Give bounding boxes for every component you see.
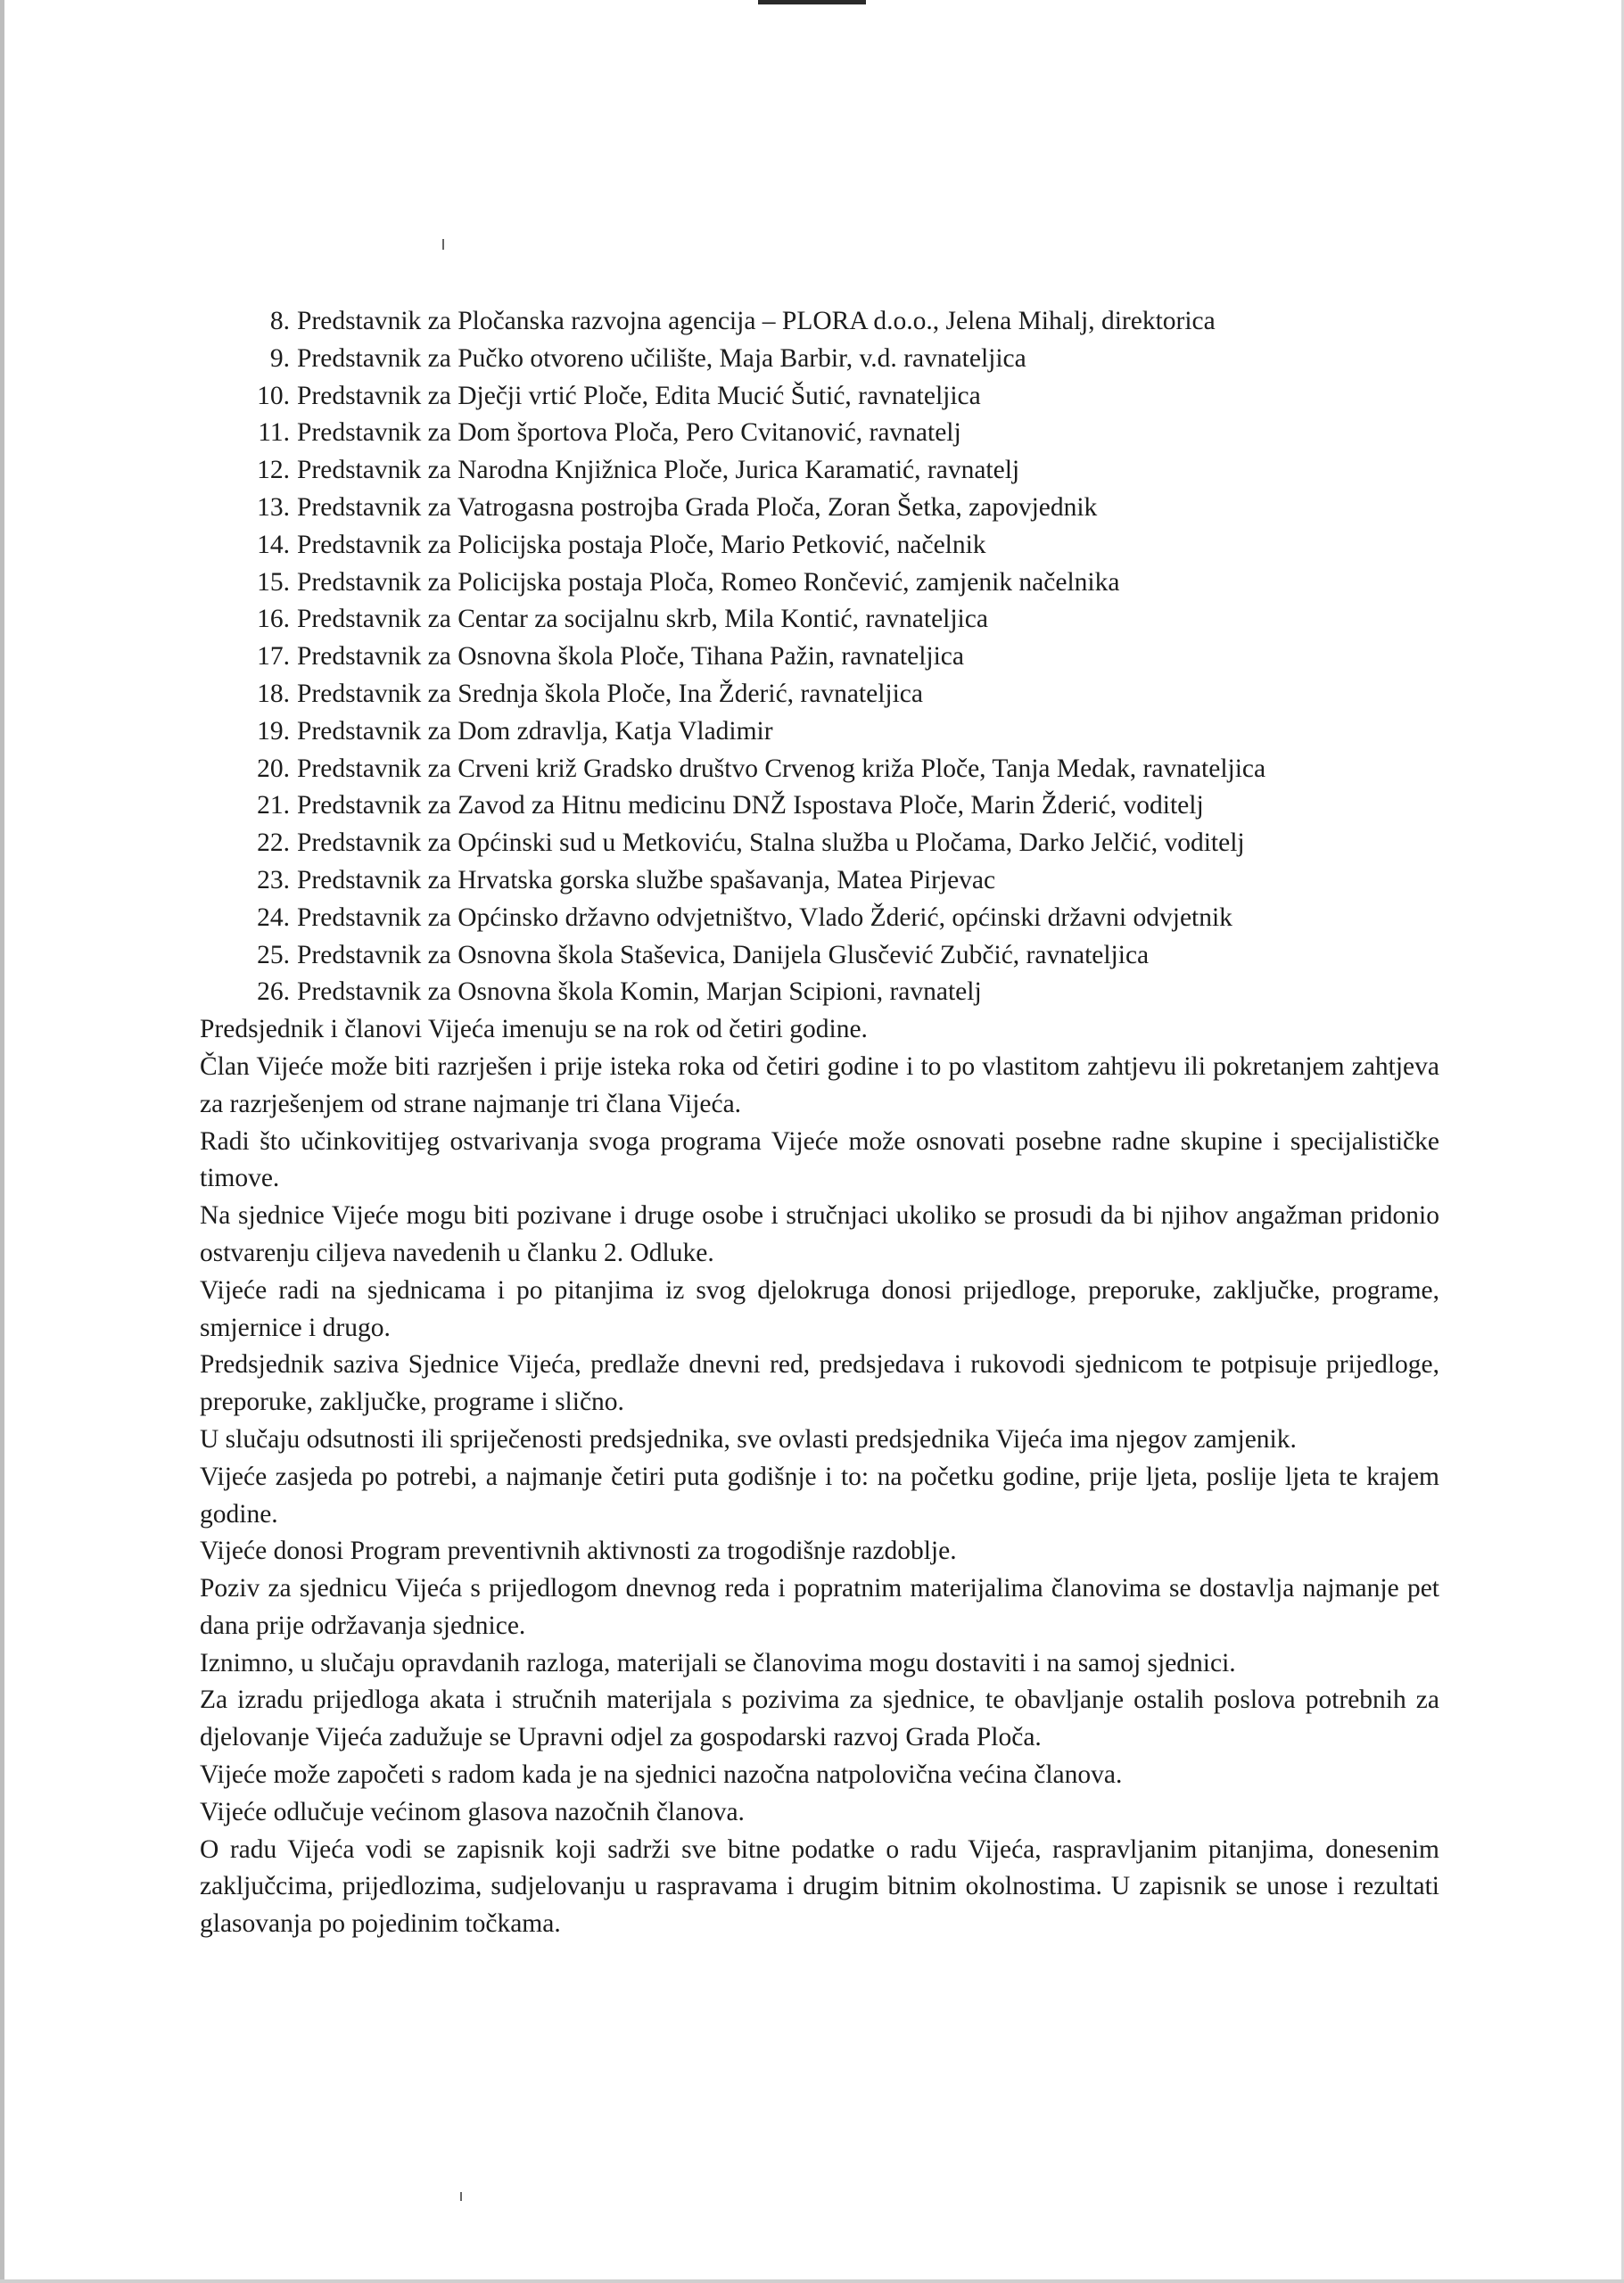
member-text: Predstavnik za Pučko otvoreno učilište, Maja Barbir, v.d. ravnateljica: [297, 343, 1026, 373]
member-item: [243, 341, 1397, 378]
paragraph: Iznimno, u slučaju opravdanih razloga, materijali se članovima mogu dostaviti i na samoj sjednici.: [200, 1648, 1236, 1677]
member-number: 20.: [257, 754, 290, 783]
member-text: Predstavnik za Vatrogasna postrojba Grada Ploča, Zoran Šetka, zapovjednik: [297, 492, 1098, 522]
paragraph: Vijeće donosi Program preventivnih aktivnosti za trogodišnje razdoblje.: [200, 1537, 957, 1566]
member-number: 24.: [257, 902, 290, 932]
member-text: Predstavnik za Narodna Knjižnica Ploče, Jurica Karamatić, ravnatelj: [297, 456, 1020, 485]
member-item: [243, 676, 1397, 713]
member-item: [243, 900, 1397, 937]
paragraph: Vijeće odlučuje većinom glasova nazočnih članova.: [200, 1797, 745, 1826]
scan-edge-mark: [758, 0, 866, 4]
member-item: [243, 751, 1397, 788]
member-number: 14.: [257, 530, 290, 559]
paragraph: Član Vijeće može biti razrješen i prije isteka roka od četiri godine i to po vlastitom zahtjevu ili pokretanjem zahtjeva za razrješenjem od strane najmanje tri člana Vijeća.: [200, 1051, 1439, 1118]
council-rules-paragraphs: [200, 1011, 1439, 1943]
member-text: Predstavnik za Osnovna škola Komin, Marjan Scipioni, ravnatelj: [297, 977, 982, 1007]
member-text: Predstavnik za Dom športova Ploča, Pero Cvitanović, ravnatelj: [297, 418, 961, 448]
member-item: [243, 527, 1397, 565]
member-number: 12.: [257, 456, 290, 485]
member-item: [243, 862, 1397, 900]
member-text: Predstavnik za Crveni križ Gradsko društvo Crvenog križa Ploče, Tanja Medak, ravnateljica: [297, 754, 1266, 783]
member-number: 15.: [257, 567, 290, 597]
paragraph: Poziv za sjednicu Vijeća s prijedlogom dnevnog reda i popratnim materijalima članovima se dostavlja najmanje pet dana prije održavanja sjednice.: [200, 1574, 1439, 1640]
council-members-list: [243, 303, 1397, 1011]
member-text: Predstavnik za Policijska postaja Ploča, Romeo Rončević, zamjenik načelnika: [297, 567, 1120, 597]
member-number: 8.: [269, 307, 290, 335]
member-text: Predstavnik za Zavod za Hitnu medicinu DNŽ Ispostava Ploče, Marin Žderić, voditelj: [297, 791, 1204, 820]
paragraph: U slučaju odsutnosti ili spriječenosti predsjednika, sve ovlasti predsjednika Vijeća ima njegov zamjenik.: [200, 1424, 1297, 1454]
paragraph: Vijeće zasjeda po potrebi, a najmanje četiri puta godišnje i to: na početku godine, prije ljeta, poslije ljeta te krajem godine.: [200, 1462, 1439, 1529]
member-item: [243, 378, 1397, 416]
paragraph: Predsjednik i članovi Vijeća imenuju se na rok od četiri godine.: [200, 1015, 868, 1044]
member-number: 25.: [257, 940, 290, 969]
scan-speck: [442, 239, 444, 250]
member-text: Predstavnik za Općinsko državno odvjetništvo, Vlado Žderić, općinski državni odvjetnik: [297, 902, 1232, 932]
member-item: [243, 415, 1397, 452]
member-number: 19.: [257, 716, 290, 746]
member-text: Predstavnik za Dom zdravlja, Katja Vladimir: [297, 716, 773, 746]
member-item: [243, 601, 1397, 639]
member-text: Predstavnik za Policijska postaja Ploče, Mario Petković, načelnik: [297, 530, 986, 559]
scan-speck: [460, 2192, 462, 2201]
paragraph: Vijeće radi na sjednicama i po pitanjima iz svog djelokruga donosi prijedloge, preporuke, zaključke, programe, smjernice i drugo.: [200, 1275, 1439, 1342]
scan-bottom-edge: [0, 2279, 1624, 2283]
member-item: [243, 565, 1397, 602]
member-item: [243, 639, 1397, 676]
paragraph: O radu Vijeća vodi se zapisnik koji sadrži sve bitne podatke o radu Vijeća, raspravljanim pitanjima, donesenim zaključcima, prijedlozima, sudjelovanju u raspravama i drugim bitnim okolnostima. U zapisnik se unose i rezultati glasovanja po pojedinim točkama.: [200, 1834, 1439, 1939]
member-number: 13.: [257, 492, 290, 522]
paragraph: Za izradu prijedloga akata i stručnih materijala s pozivima za sjednice, te obavljanje ostalih poslova potrebnih za djelovanje Vijeća zadužuje se Upravni odjel za gospodarski razvoj Grada Ploča.: [200, 1685, 1439, 1752]
member-number: 16.: [257, 605, 290, 634]
member-text: Predstavnik za Osnovna škola Staševica, Danijela Glusčević Zubčić, ravnateljica: [297, 940, 1150, 969]
member-text: Predstavnik za Osnovna škola Ploče, Tihana Pažin, ravnateljica: [297, 642, 964, 672]
member-number: 9.: [269, 343, 290, 373]
member-number: 18.: [257, 679, 290, 708]
paragraph: Radi što učinkovitijeg ostvarivanja svoga programa Vijeće može osnovati posebne radne skupine i specijalističke timove.: [200, 1126, 1439, 1193]
member-item: [243, 787, 1397, 825]
paragraph: Na sjednice Vijeće mogu biti pozivane i druge osobe i stručnjaci ukoliko se prosudi da bi njihov angažman pridonio ostvarenju ciljeva navedenih u članku 2. Odluke.: [200, 1201, 1439, 1267]
member-text: Predstavnik za Srednja škola Ploče, Ina Žderić, ravnateljica: [297, 679, 923, 708]
member-text: Predstavnik za Hrvatska gorska službe spašavanja, Matea Pirjevac: [297, 865, 996, 894]
member-number: 10.: [257, 381, 290, 410]
member-item: [243, 825, 1397, 862]
member-text: Predstavnik za Centar za socijalnu skrb, Mila Kontić, ravnateljica: [297, 605, 988, 634]
member-item: [243, 452, 1397, 490]
paragraph: Predsjednik saziva Sjednice Vijeća, predlaže dnevni red, predsjedava i rukovodi sjednicom te potpisuje prijedloge, preporuke, zaključke, programe i slično.: [200, 1350, 1439, 1417]
member-number: 26.: [257, 977, 290, 1007]
member-number: 21.: [257, 791, 290, 820]
member-number: 17.: [257, 642, 290, 672]
member-text: Predstavnik za Dječji vrtić Ploče, Edita Mucić Šutić, ravnateljica: [297, 381, 981, 410]
member-number: 22.: [257, 828, 290, 858]
member-number: 11.: [258, 418, 290, 448]
member-item: [243, 490, 1397, 527]
member-item: [243, 303, 1397, 341]
member-text: Predstavnik za Općinski sud u Metkoviću, Stalna služba u Pločama, Darko Jelčić, voditelj: [297, 828, 1245, 858]
document-page: [0, 303, 1624, 1943]
member-text: Predstavnik za Pločanska razvojna agencija – PLORA d.o.o., Jelena Mihalj, direktorica: [297, 307, 1216, 335]
member-item: [243, 974, 1397, 1011]
member-item: [243, 937, 1397, 975]
paragraph: Vijeće može započeti s radom kada je na sjednici nazočna natpolovična većina članova.: [200, 1760, 1123, 1790]
member-item: [243, 713, 1397, 751]
member-number: 23.: [257, 865, 290, 894]
